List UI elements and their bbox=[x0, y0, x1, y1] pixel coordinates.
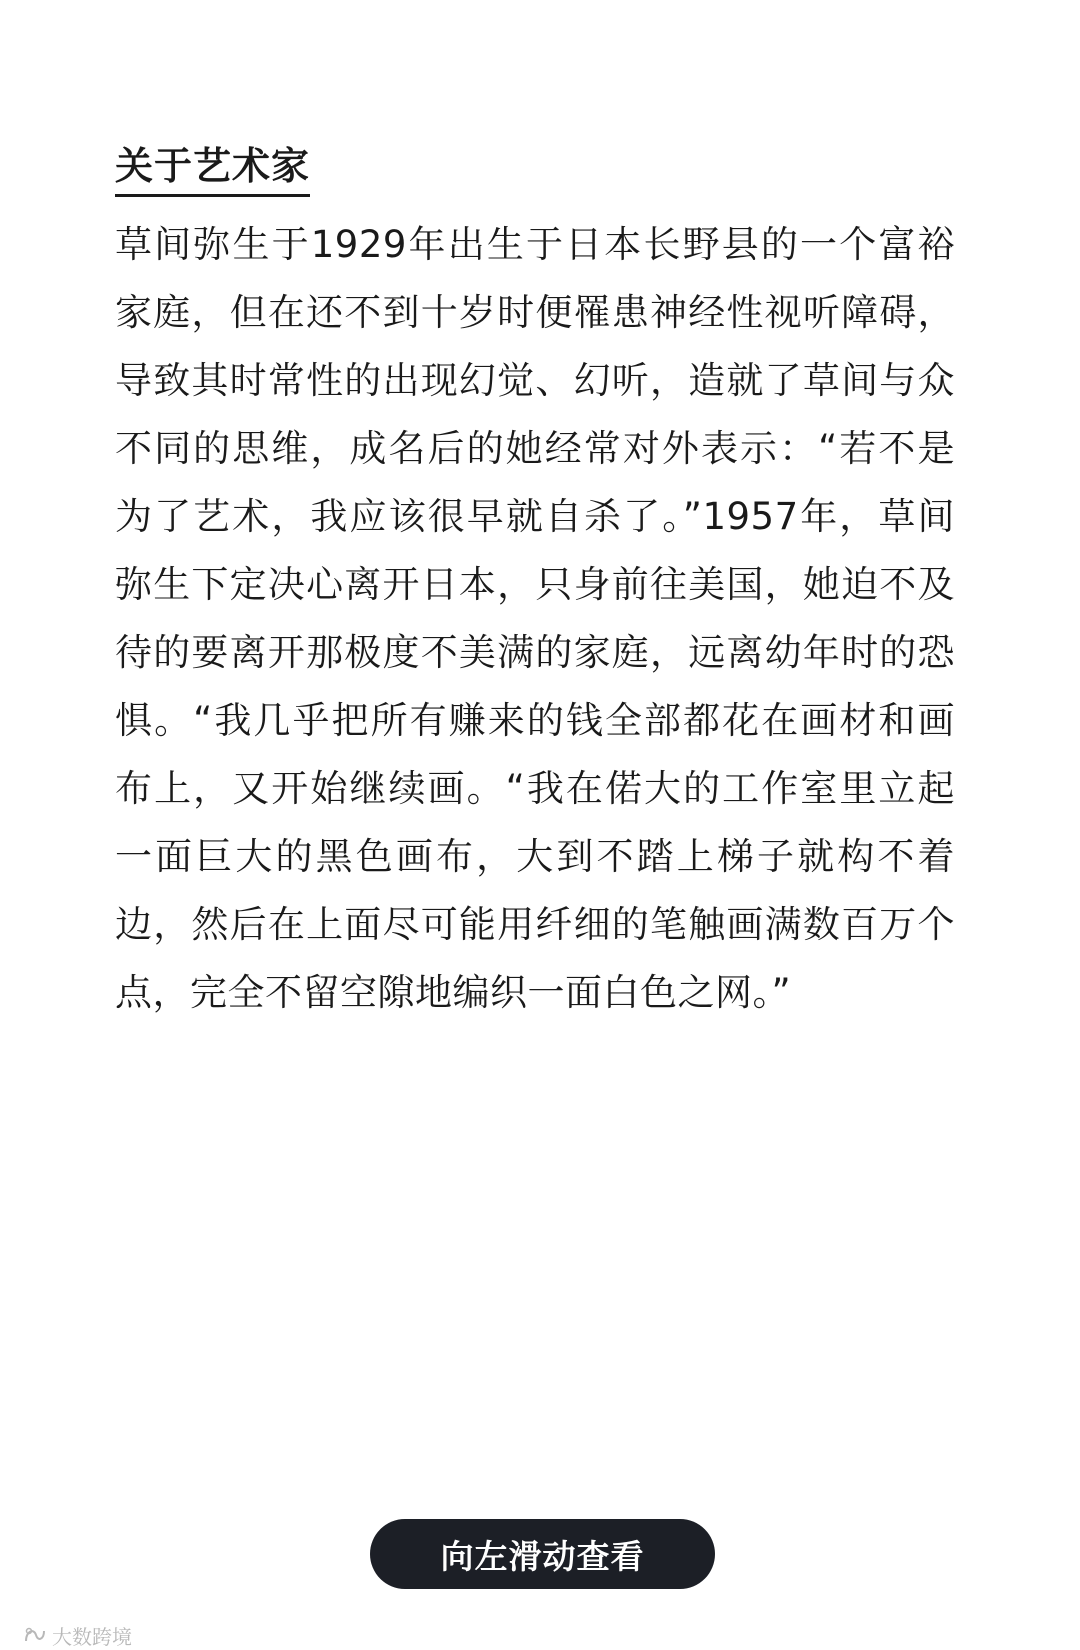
watermark-text: 大数跨境 bbox=[52, 1624, 132, 1649]
swipe-left-button[interactable] bbox=[370, 1519, 715, 1589]
brand-logo-icon bbox=[22, 1625, 48, 1645]
section-title: 关于艺术家 bbox=[115, 140, 310, 197]
watermark bbox=[22, 1622, 132, 1648]
artist-info-section bbox=[115, 140, 955, 1027]
swipe-left-label: 向左滑动查看 bbox=[440, 1536, 645, 1576]
artist-bio-text: 草间弥生于1929年出生于日本长野县的一个富裕家庭，但在还不到十岁时便罹患神经性视听障碍，导致其时常性的出现幻觉、幻听，造就了草间与众不同的思维，成名后的她经常对外表示：“若不是为了艺术，我应该很早就自杀了。”1957年，草间弥生下定决心离开日本，只身前往美国，她迫不及待的要离开那极度不美满的家庭，远离幼年时的恐惧。“我几乎把所有赚来的钱全部都花在画材和画布上，又开始继续画。“我在偌大的工作室里立起一面巨大的黑色画布，大到不踏上梯子就构不着边，然后在上面尽可能用纤细的笔触画满数百万个点，完全不留空隙地编织一面白色之网。” bbox=[115, 223, 955, 1014]
